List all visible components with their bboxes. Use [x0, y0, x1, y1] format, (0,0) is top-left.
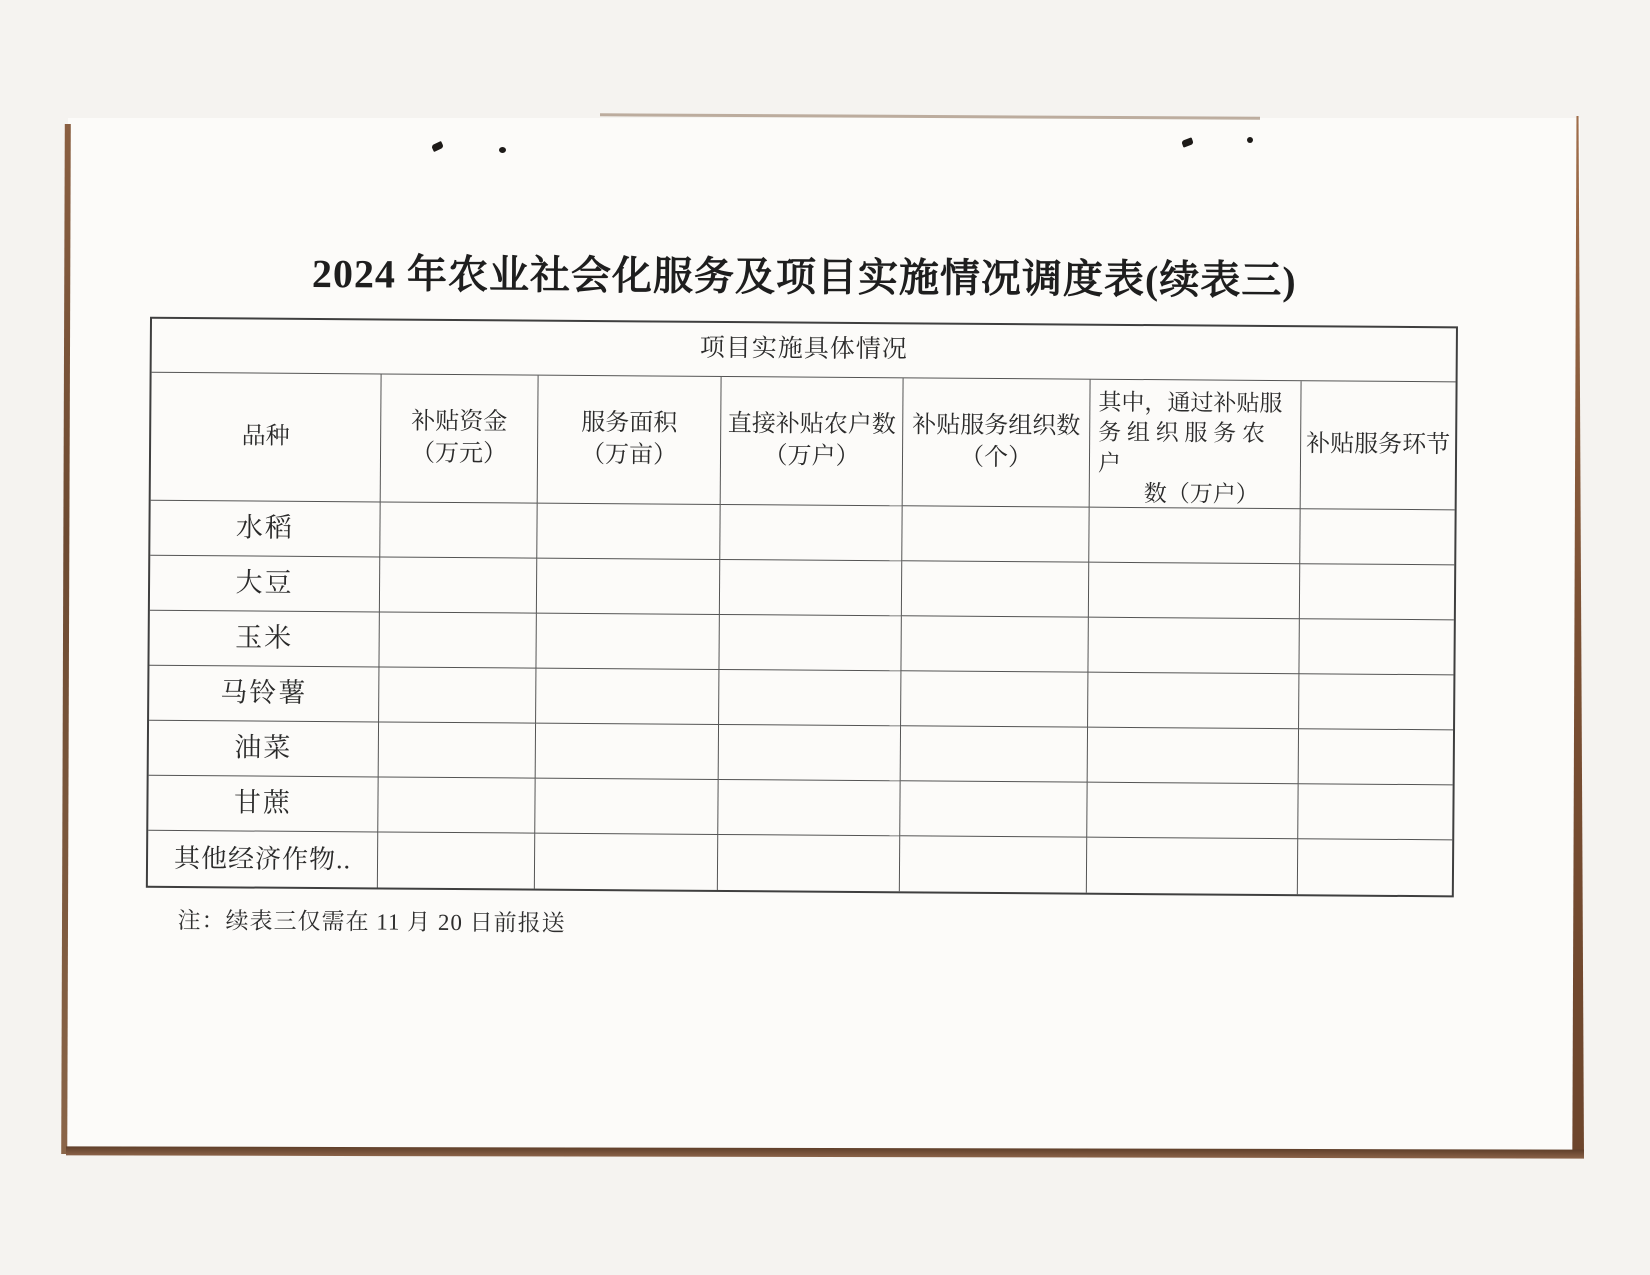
empty-cell [719, 615, 901, 671]
table-section-header: 项目实施具体情况 [152, 319, 1456, 383]
row-label-rice: 水稻 [150, 501, 380, 558]
empty-cell [535, 834, 718, 890]
empty-cell [902, 506, 1089, 562]
col-header-households-via-orgs: 其中，通过补贴服 务 组 织 服 务 农 户 数（万户） [1090, 380, 1302, 510]
col-header-service-area: 服务面积 （万亩） [538, 376, 722, 505]
empty-cell [379, 722, 536, 778]
dispatch-table [146, 317, 1458, 898]
empty-cell [379, 667, 536, 723]
col-header-direct-subsidy-households: 直接补贴农户数 （万户） [721, 377, 904, 506]
empty-cell [1088, 673, 1299, 730]
empty-cell [1089, 508, 1300, 565]
row-label-other-cash-crops: 其他经济作物.. [148, 831, 378, 888]
empty-cell [537, 559, 720, 615]
empty-cell [1299, 619, 1453, 675]
col-header-subsidy-funds: 补贴资金 （万元） [381, 374, 539, 503]
empty-cell [1298, 839, 1452, 895]
empty-cell [536, 669, 719, 725]
empty-cell [1087, 838, 1298, 895]
empty-cell [380, 502, 537, 558]
empty-cell [900, 836, 1087, 892]
empty-cell [901, 616, 1088, 672]
row-label-corn: 玉米 [149, 611, 379, 668]
row-label-sugarcane: 甘蔗 [148, 776, 378, 833]
empty-cell [1087, 783, 1298, 840]
empty-cell [1088, 728, 1299, 785]
footnote: 注：续表三仅需在 11 月 20 日前报送 [177, 907, 566, 936]
empty-cell [1300, 509, 1454, 565]
empty-cell [718, 835, 900, 891]
empty-cell [537, 504, 720, 560]
empty-cell [901, 726, 1088, 782]
row-label-soybean: 大豆 [150, 556, 380, 613]
empty-cell [720, 560, 902, 616]
row-label-rapeseed: 油菜 [149, 721, 379, 778]
empty-cell [1298, 784, 1452, 840]
empty-cell [535, 779, 718, 835]
empty-cell [378, 832, 535, 888]
empty-cell [1088, 618, 1299, 675]
empty-cell [536, 724, 719, 780]
empty-cell [380, 557, 537, 613]
row-label-potato: 马铃薯 [149, 666, 379, 723]
col-header-subsidy-service-links: 补贴服务环节 [1301, 381, 1456, 510]
col-header-subsidy-service-orgs: 补贴服务组织数 （个） [903, 378, 1091, 507]
empty-cell [1300, 564, 1454, 620]
document-content [145, 250, 1458, 945]
empty-cell [719, 725, 901, 781]
empty-cell [379, 612, 536, 668]
empty-cell [901, 671, 1088, 727]
empty-cell [900, 781, 1087, 837]
empty-cell [902, 561, 1089, 617]
empty-cell [1299, 674, 1453, 730]
empty-cell [720, 505, 902, 561]
paper-bottom-edge [66, 1146, 1584, 1158]
empty-cell [536, 614, 719, 670]
paper-speck [1247, 137, 1253, 143]
document-title: 2024 年农业社会化服务及项目实施情况调度表(续表三) [311, 250, 1297, 304]
empty-cell [1089, 563, 1300, 620]
empty-cell [718, 780, 900, 836]
empty-cell [1299, 729, 1453, 785]
col-header-variety: 品种 [151, 373, 382, 503]
paper-speck [499, 147, 506, 153]
empty-cell [719, 670, 901, 726]
empty-cell [378, 777, 535, 833]
